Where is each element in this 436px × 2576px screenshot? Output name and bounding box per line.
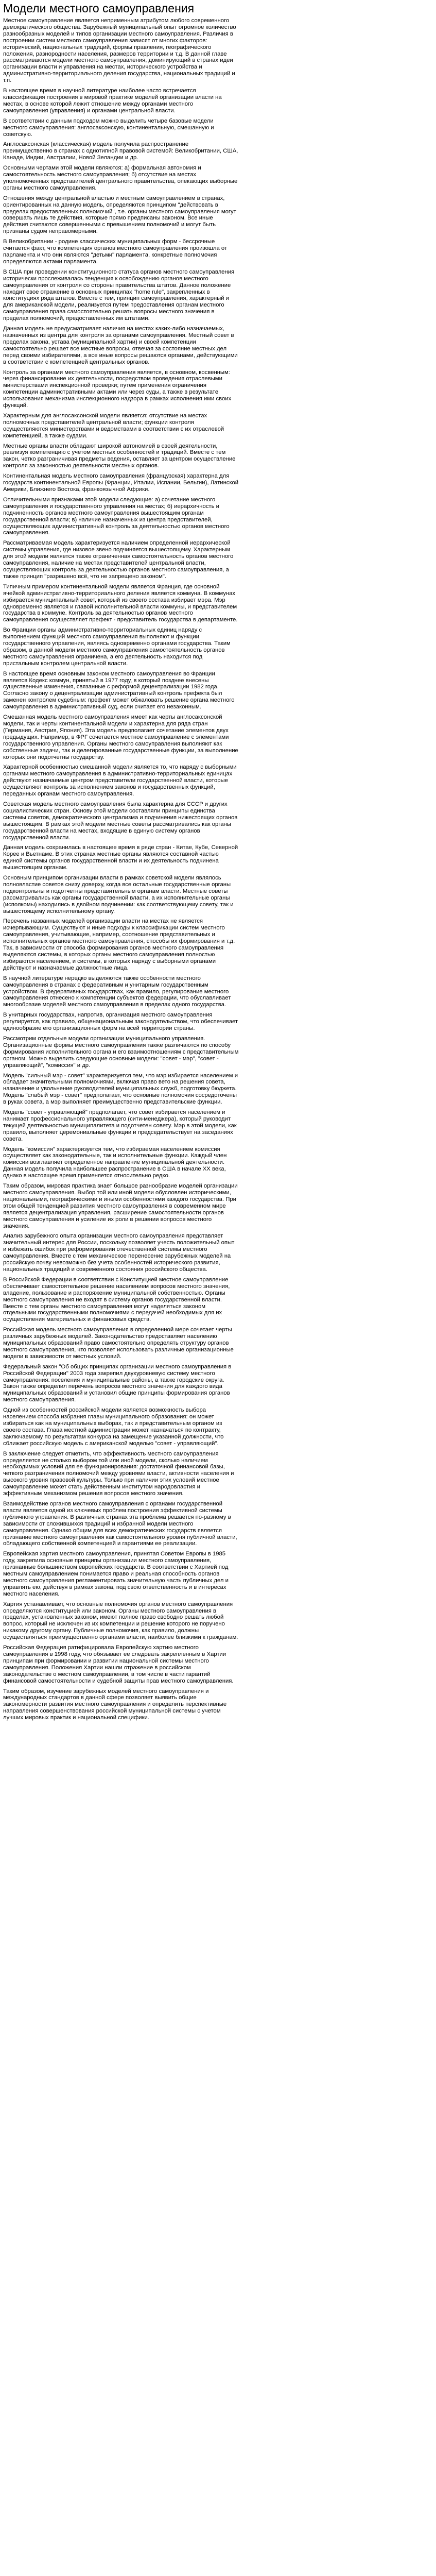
article-paragraph: Континентальная модель местного самоуправления (французская) характерна для государств континентальной Европы (Франции, Италии, Испании, Бельгии), Латинской Америки, Ближнего Востока, франкоязычной Африки.: [3, 473, 239, 493]
article-paragraph: Советская модель местного самоуправления была характерна для СССР и других социалистических стран. Основу этой модели составляли принципы единства системы советов, демократического централизма и подчинения нижестоящих органов вышестоящим. В рамках этой модели местные советы рассматривались как органы государственной власти на местах, входящие в единую систему органов государственной власти.: [3, 801, 238, 841]
article-paragraph: Характерной особенностью смешанной модели является то, что наряду с выборными органами местного самоуправления в административно-территориальных единицах действуют назначаемые центром представители государственной власти, которые осуществляют контроль за исполнением законов и государственных функций, переданных органам местного самоуправления.: [3, 764, 237, 798]
article-paragraph: Российская модель местного самоуправления в определенной мере сочетает черты различных зарубежных моделей. Законодательство предоставляет населению муниципальных образований право самостоятельно определять структуру органов местного самоуправления, что позволяет использовать различные организационные модели в зависимости от местных условий.: [3, 1327, 234, 1360]
article-paragraph: Основным принципом организации власти в рамках советской модели являлось полновластие советов снизу доверху, когда все остальные государственные органы подконтрольны и подотчетны представительным органам власти. Местные советы рассматривались как органы государственной власти, а их исполнительные органы (исполкомы) находились в двойном подчинении: как соответствующему совету, так и вышестоящему исполнительному органу.: [3, 875, 234, 914]
article-paragraph: Отличительными признаками этой модели следующие: а) сочетание местного самоуправления и государственного управления на местах; б) иерархичность и подчиненность органов местного самоуправления вышестоящим органам государственной власти; в) наличие назначенных из центра представителей, осуществляющих административный контроль за деятельностью органов местного самоуправления.: [3, 496, 230, 536]
article-paragraph: Российская Федерация ратифицировала Европейскую хартию местного самоуправления в 1998 году, что обязывает ее следовать закрепленным в Хартии принципам при формировании и развитии национальной системы местного самоуправления. Положения Хартии нашли отражение в российском законодательстве о местном самоуправлении, в том числе в части гарантий финансовой самостоятельности и судебной защиты прав местного самоуправления.: [3, 1645, 234, 1684]
article-paragraph: Рассматриваемая модель характеризуется наличием определенной иерархической системы управления, где низовое звено подчиняется вышестоящему. Характерным для этой модели является также ограниченная самостоятельность органов местного самоуправления, наличие на местах представителей центральной власти, осуществляющих контроль за деятельностью органов местного самоуправления, а также принцип "разрешено всё, что не запрещено законом".: [3, 540, 234, 580]
page-title: Модели местного самоуправления: [3, 2, 195, 15]
article-paragraph: Модель "совет - управляющий" предполагает, что совет избирается населением и нанимает профессионального управляющего (сити-менеджера), который руководит текущей деятельностью муниципалитета и подотчетен совету. Мэр в этой модели, как правило, выполняет церемониальные функции и председательствует на заседаниях совета.: [3, 1109, 237, 1142]
article-paragraph: Основными чертами этой модели являются: а) формальная автономия и самостоятельность местного самоуправления; б) отсутствие на местах уполномоченных представителей центрального правительства, опекающих выборные органы местного самоуправления.: [3, 165, 238, 191]
article-paragraph: В заключение следует отметить, что эффективность местного самоуправления определяется не столько выбором той или иной модели, сколько наличием необходимых условий для ее функционирования: достаточной финансовой базы, четкого разграничения полномочий между уровнями власти, активности населения и высокого уровня правовой культуры. Только при наличии этих условий местное самоуправление может стать действенным институтом народовластия и эффективным механизмом решения вопросов местного значения.: [3, 1450, 234, 1497]
article-paragraph: Англосаксонская (классическая) модель получила распространение преимущественно в странах с однотипной правовой системой: Великобритании, США, Канаде, Индии, Австралии, Новой Зеландии и др.: [3, 141, 238, 161]
article-paragraph: Местное самоуправление является неприменным атрибутом любого современного демократического общества. Зарубежный муниципальный опыт огромное количество разнообразных моделей и типов организации местного самоуправления. Различия в построении систем местного самоуправления зависят от многих факторов: исторический, национальных традиций, формы правления, географического положения, разнородности населения, размеров территории и т.д. В данной главе рассматриваются модели местного самоуправления, доминирующий в странах идеи организации власти и управления на местах, исторического устройства и административно-территориального деления государства, национальных традиций и т.п.: [3, 18, 236, 84]
article-paragraph: В научной литературе нередко выделяются также особенности местного самоуправления в странах с федеративным и унитарным государственным устройством. В федеративных государствах, как правило, регулирование местного самоуправления отнесено к компетенции субъектов федерации, что обуславливает многообразие моделей местного самоуправления в пределах одного государства.: [3, 975, 231, 1008]
article-paragraph: В соответствии с данным подходом можно выделить четыре базовые модели местного самоуправления: англосаксонскую, континентальную, смешанную и советскую.: [3, 117, 214, 138]
article-paragraph: Во Франции органы административно-территориальных единиц наряду с выполнением функций местного самоуправления выполняют и функции государственного управления, являясь одновременно органами государства. Таким образом, в данной модели местного самоуправления самостоятельность органов местного самоуправления ограничена, а его деятельность находится под пристальным контролем центральной власти.: [3, 627, 231, 667]
article-paragraph: Модель "комиссия" характеризуется тем, что избираемая населением комиссия осуществляет как законодательные, так и исполнительные функции. Каждый член комиссии возглавляет определенное направление муниципальной деятельности. Данная модель получила наибольшее распространение в США в начале XX века, однако в настоящее время применяется относительно редко.: [3, 1146, 227, 1179]
article-paragraph: Типичным примером континентальной модели является Франция, где основной ячейкой административно-территориального деления является коммуна. В коммунах избирается муниципальный совет, который из своего состава избирает мэра. Мэр одновременно является и главой исполнительной власти коммуны, и представителем государства в коммуне. Контроль за деятельностью органов местного самоуправления осуществляет префект - представитель государства в департаменте.: [3, 583, 238, 623]
article-paragraph: В США при проведении конституционного статуса органов местного самоуправления исторически прослеживалась тенденция к освобождению органов местного самоуправления от контроля со стороны правительства штатов. Данное положение находит свое отражение в основных принципах "home rule", закрепленных в конституциях ряда штатов. Вместе с тем, принцип самоуправления, характерный и для американской модели, реализуется путем предоставления органам местного самоуправления права самостоятельно решать вопросы местного значения в пределах полномочий, предоставленных им штатами.: [3, 268, 235, 322]
article-paragraph: Таким образом, мировая практика знает большое разнообразие моделей организации местного самоуправления. Выбор той или иной модели обусловлен историческими, национальными, географическими и иными особенностями каждого государства. При этом общей тенденцией развития местного самоуправления в современном мире является децентрализация управления, расширение самостоятельности органов местного самоуправления и усиление их роли в решении вопросов местного значения.: [3, 1183, 238, 1229]
article-paragraph: Одной из особенностей российской модели является возможность выбора населением способа избрания главы муниципального образования: он может избираться как на муниципальных выборах, так и представительным органом из своего состава. Глава местной администрации может назначаться по контракту, заключаемому по результатам конкурса на замещение указанной должности, что сближает российскую модель с американской моделью "совет - управляющий".: [3, 1407, 224, 1447]
article-paragraph: Характерным для англосаксонской модели является: отсутствие на местах полномочных представителей центральной власти; функции контроля осуществляются министерствами и ведомствами в соответствии с их отраслевой компетенцией, а также судами.: [3, 412, 224, 439]
article-paragraph: Отношения между центральной властью и местным самоуправлением в странах, ориентированных на данную модель, определяются принципом "действовать в пределах предоставленных полномочий", т.е. органы местного самоуправления могут совершать лишь те действия, которые прямо предписаны законом. Все иные действия считаются совершенными с превышением полномочий и могут быть признаны судом неправомерными.: [3, 195, 236, 235]
article-paragraph: Смешанная модель местного самоуправления имеет как черты англосаксонской модели, так и черты континентальной модели и характерна для ряда стран (Германия, Австрия, Япония). Эта модель предполагает сочетание элементов двух предыдущих. Например, в ФРГ сочетается местное самоуправление с элементами государственного управления. Органы местного самоуправления выполняют как собственные задачи, так и делегированные государственные функции, за выполнение которых они подотчетны государству.: [3, 714, 238, 760]
article-paragraph: Хартия устанавливает, что основные полномочия органов местного самоуправления определяются конституцией или законом. Органы местного самоуправления в пределах, установленных законом, имеют полное право свободно решать любой вопрос, который не исключен из их компетенции и решение которого не поручено никакому другому органу. Публичные полномочия, как правило, должны осуществляться преимущественно органами власти, наиболее близкими к гражданам.: [3, 1601, 238, 1641]
article-body: [3, 18, 239, 1721]
article-paragraph: Европейская хартия местного самоуправления, принятая Советом Европы в 1985 году, закрепила основные принципы организации местного самоуправления, признанные большинством европейских государств. В соответствии с Хартией под местным самоуправлением понимается право и реальная способность органов местного самоуправления регламентировать значительную часть публичных дел и управлять ею, действуя в рамках закона, под свою ответственность и в интересах местного населения.: [3, 1551, 229, 1597]
article-paragraph: Рассмотрим отдельные модели организации муниципального управления. Организационные формы местного самоуправления также различаются по способу формирования исполнительного органа и его взаимоотношениям с представительным органом. Можно выделить следующие основные модели: "совет - мэр", "совет - управляющий", "комиссия" и др.: [3, 1035, 239, 1069]
article-paragraph: Данная модель сохранилась в настоящее время в ряде стран - Китае, Кубе, Северной Корее и Вьетнаме. В этих странах местные органы являются составной частью единой системы органов государственной власти и их деятельность подчинена вышестоящим органам.: [3, 844, 238, 871]
article-paragraph: Модель "сильный мэр - совет" характеризуется тем, что мэр избирается населением и обладает значительными полномочиями, включая право вето на решения совета, назначение и увольнение руководителей муниципальных служб, подготовку бюджета. Модель "слабый мэр - совет" предполагает, что основные полномочия сосредоточены в руках совета, а мэр выполняет преимущественно представительские функции.: [3, 1072, 238, 1106]
article-paragraph: Взаимодействие органов местного самоуправления с органами государственной власти является одной из ключевых проблем построения эффективной системы публичного управления. В различных странах эта проблема решается по-разному в зависимости от сложившихся традиций и избранной модели местного самоуправления. Однако общим для всех демократических государств является признание местного самоуправления как самостоятельного уровня публичной власти, обладающего собственной компетенцией и гарантиями ее реализации.: [3, 1500, 237, 1547]
article-paragraph: В унитарных государствах, напротив, организация местного самоуправления регулируется, как правило, общенациональным законодательством, что обеспечивает единообразие его организационных форм на всей территории страны.: [3, 1012, 238, 1032]
article-paragraph: Перечень названных моделей организации власти на местах не является исчерпывающим. Существуют и иные подходы к классификации систем местного самоуправления, учитывающие, например, соотношение представительных и исполнительных органов местного самоуправления, способы их формирования и т.д. Так, в зависимости от способа формирования органов местного самоуправления выделяются системы, в которых органы местного самоуправления полностью избираются населением, и системы, в которых наряду с выборными органами действуют и назначаемые должностные лица.: [3, 918, 235, 971]
article-paragraph: В настоящее время в научной литературе наиболее часто встречается классификация построения в мировой практике моделей организации власти на местах, в основе которой лежит отношение между органами местного самоуправления (управления) и органами центральной власти.: [3, 88, 222, 114]
article-paragraph: Анализ зарубежного опыта организации местного самоуправления представляет значительный интерес для России, поскольку позволяет учесть положительный опыт и избежать ошибок при реформировании отечественной системы местного самоуправления. Вместе с тем механическое перенесение зарубежных моделей на российскую почву невозможно без учета особенностей исторического развития, национальных традиций и современного состояния российского общества.: [3, 1233, 235, 1273]
article-paragraph: В Великобритании - родине классических муниципальных форм - бессрочные считается факт, что компетенция органов местного самоуправления произошла от парламента и что они являются "детьми" парламента, конкретные полномочия определяются актами парламента.: [3, 239, 228, 265]
article-paragraph: В настоящее время основным законом местного самоуправления во Франции является Кодекс коммун, принятый в 1977 году, в который позднее внесены существенные изменения, связанные с реформой децентрализации 1982 года. Согласно закону о децентрализации административный контроль префекта был заменен контролем судебным: префект может обжаловать решение органа местного самоуправления в административный суд, если считает его незаконным.: [3, 670, 235, 710]
article-paragraph: Контроль за органами местного самоуправления является, в основном, косвенным: через финансирование их деятельности, посредством проведения отраслевыми министерствами инспекционной проверки; путем применения ограничения компетенции административными актами или через суды, а также в результате использования механизма инспекционного надзора в рамках исполнения ими своих функций.: [3, 369, 232, 409]
article-paragraph: В Российской Федерации в соответствии с Конституцией местное самоуправление обеспечивает самостоятельное решение населением вопросов местного значения, владение, пользование и распоряжение муниципальной собственностью. Органы местного самоуправления не входят в систему органов государственной власти. Вместе с тем органы местного самоуправления могут наделяться законом отдельными государственными полномочиями с передачей необходимых для их осуществления материальных и финансовых средств.: [3, 1276, 230, 1323]
article-paragraph: Таким образом, изучение зарубежных моделей местного самоуправления и международных стандартов в данной сфере позволяет выявить общие закономерности развития местного самоуправления и определить перспективные направления совершенствования российской муниципальной системы с учетом лучших мировых практик и национальной специфики.: [3, 1688, 227, 1721]
article-paragraph: Федеральный закон "Об общих принципах организации местного самоуправления в Российской Федерации" 2003 года закрепил двухуровневую систему местного самоуправления: поселения и муниципальные районы, а также городские округа. Закон также определил перечень вопросов местного значения для каждого вида муниципальных образований и установил общие принципы формирования органов местного самоуправления.: [3, 1363, 232, 1403]
article-paragraph: Местные органы власти обладают широкой автономией в своей деятельности, реализуя компетенцию с учетом местных особенностей и традиций. Вместе с тем закон, четко разграничивая предметы ведения, оставляет за центром осуществление контроля за законностью деятельности местных органов.: [3, 443, 236, 469]
article-paragraph: Данная модель не предусматривает наличия на местах каких-либо назначаемых, назначенных из центра для контроля за органами самоуправления. Местный совет в пределах закона, устава (муниципальной хартии) и своей компетенции самостоятельно решает все местные вопросы, отвечая за состояние местных дел перед своими избирателями, а все иные вопросы решаются органами, действующими в соответствии с компетенцией центральных органов.: [3, 326, 238, 365]
